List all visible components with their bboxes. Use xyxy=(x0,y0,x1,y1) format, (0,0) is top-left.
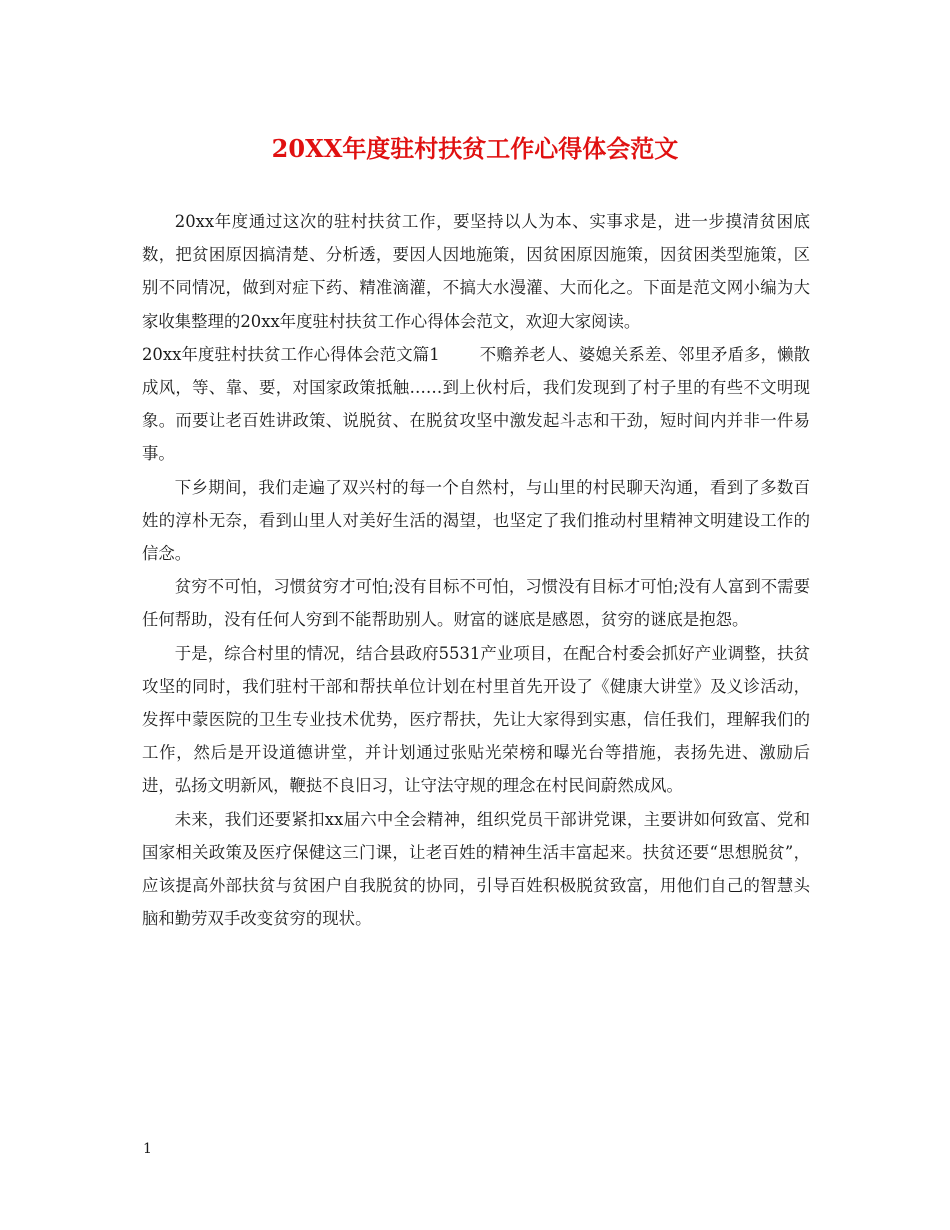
section-paragraph xyxy=(142,338,810,471)
body-paragraph: 于是，综合村里的情况，结合县政府5531产业项目，在配合村委会抓好产业调整，扶贫攻坚的同时，我们驻村干部和帮扶单位计划在村里首先开设了《健康大讲堂》及义诊活动，发挥中蒙医院的卫生专业技术优势，医疗帮扶，先让大家得到实惠，信任我们，理解我们的工作，然后是开设道德讲堂，并计划通过张贴光荣榜和曝光台等措施，表扬先进、激励后进，弘扬文明新风，鞭挞不良旧习，让守法守规的理念在村民间蔚然成风。 xyxy=(142,643,810,796)
body-paragraph: 贫穷不可怕，习惯贫穷才可怕;没有目标不可怕，习惯没有目标才可怕;没有人富到不需要任何帮助，没有任何人穷到不能帮助别人。财富的谜底是感恩，贫穷的谜底是抱怨。 xyxy=(142,577,810,630)
intro-paragraph: 20xx年度通过这次的驻村扶贫工作，要坚持以人为本、实事求是，进一步摸清贫困底数，把贫困原因搞清楚、分析透，要因人因地施策，因贫困原因施策，因贫困类型施策，区别不同情况，做到对症下药、精准滴灌，不搞大水漫灌、大而化之。下面是范文网小编为大家收集整理的20xx年度驻村扶贫工作心得体会范文，欢迎大家阅读。 xyxy=(142,212,810,331)
body-paragraph: 未来，我们还要紧扣xx届六中全会精神，组织党员干部讲党课，主要讲如何致富、党和国家相关政策及医疗保健这三门课，让老百姓的精神生活丰富起来。扶贫还要“思想脱贫”，应该提高外部扶贫与贫困户自我脱贫的协同，引导百姓积极脱贫致富，用他们自己的智慧头脑和勤劳双手改变贫穷的现状。 xyxy=(142,809,810,929)
document-body xyxy=(142,205,810,935)
section-heading: 20xx年度驻村扶贫工作心得体会范文篇1 xyxy=(142,344,440,364)
page-number: 1 xyxy=(143,1141,152,1157)
document-title: 20XX年度驻村扶贫工作心得体会范文 xyxy=(271,134,679,163)
section-first-text: 不赡养老人、婆媳关系差、邻里矛盾多，懒散成风，等、靠、要，对国家政策抵触……到上伙村后，我们发现到了村子里的有些不文明现象。而要让老百姓讲政策、说脱贫、在脱贫攻坚中激发起斗志和干劲，短时间内并非一件易事。 xyxy=(142,344,810,464)
body-paragraph: 下乡期间，我们走遍了双兴村的每一个自然村，与山里的村民聊天沟通，看到了多数百姓的淳朴无奈，看到山里人对美好生活的渴望，也坚定了我们推动村里精神文明建设工作的信念。 xyxy=(142,477,810,564)
